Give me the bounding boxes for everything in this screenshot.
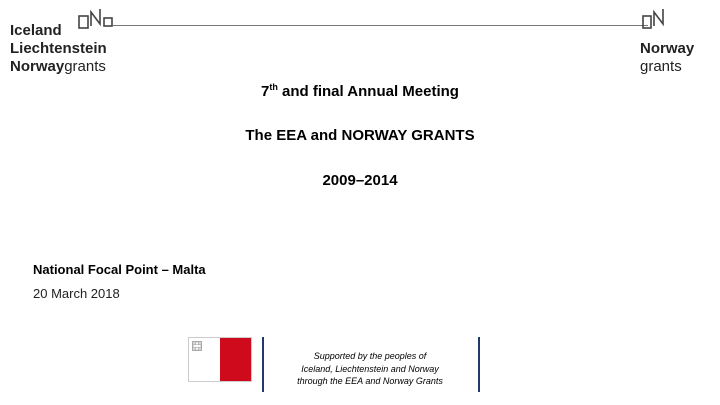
header-divider	[113, 25, 648, 26]
period-years: 2009–2014	[322, 172, 398, 189]
skyline-icon	[78, 8, 130, 38]
norway-grants-logo	[628, 8, 708, 74]
logo-left-line1: Iceland	[10, 22, 62, 39]
malta-flag	[188, 337, 252, 382]
support-line2: Iceland, Liechtenstein and Norway	[301, 363, 439, 374]
norway-skyline-icon	[642, 8, 682, 38]
left-separator-bar	[262, 337, 264, 392]
george-cross-icon	[192, 341, 202, 351]
support-line1: Supported by the peoples of	[313, 351, 427, 361]
logo-left-line3	[10, 58, 106, 75]
support-line3: through the EEA and Norway Grants	[297, 376, 443, 386]
meeting-date: 20 March 2018	[33, 286, 120, 301]
iceland-liechtenstein-norway-grants-logo	[10, 8, 130, 74]
logo-left-line3b: grants	[64, 58, 106, 75]
logo-right-line2: grants	[640, 58, 682, 75]
logo-left-line3a: Norway	[10, 58, 65, 75]
support-statement	[285, 350, 455, 388]
logo-left-line2: Liechtenstein	[10, 40, 107, 57]
meeting-title	[0, 82, 720, 100]
right-separator-bar	[478, 337, 480, 392]
logo-right-line1: Norway	[640, 40, 695, 57]
flag-red-half	[220, 338, 251, 381]
title-ordinal: th	[269, 82, 278, 92]
title-number: 7	[261, 83, 270, 100]
grants-subtitle: The EEA and NORWAY GRANTS	[245, 127, 475, 144]
focal-point-label: National Focal Point – Malta	[33, 262, 206, 277]
title-rest: and final Annual Meeting	[277, 83, 459, 100]
